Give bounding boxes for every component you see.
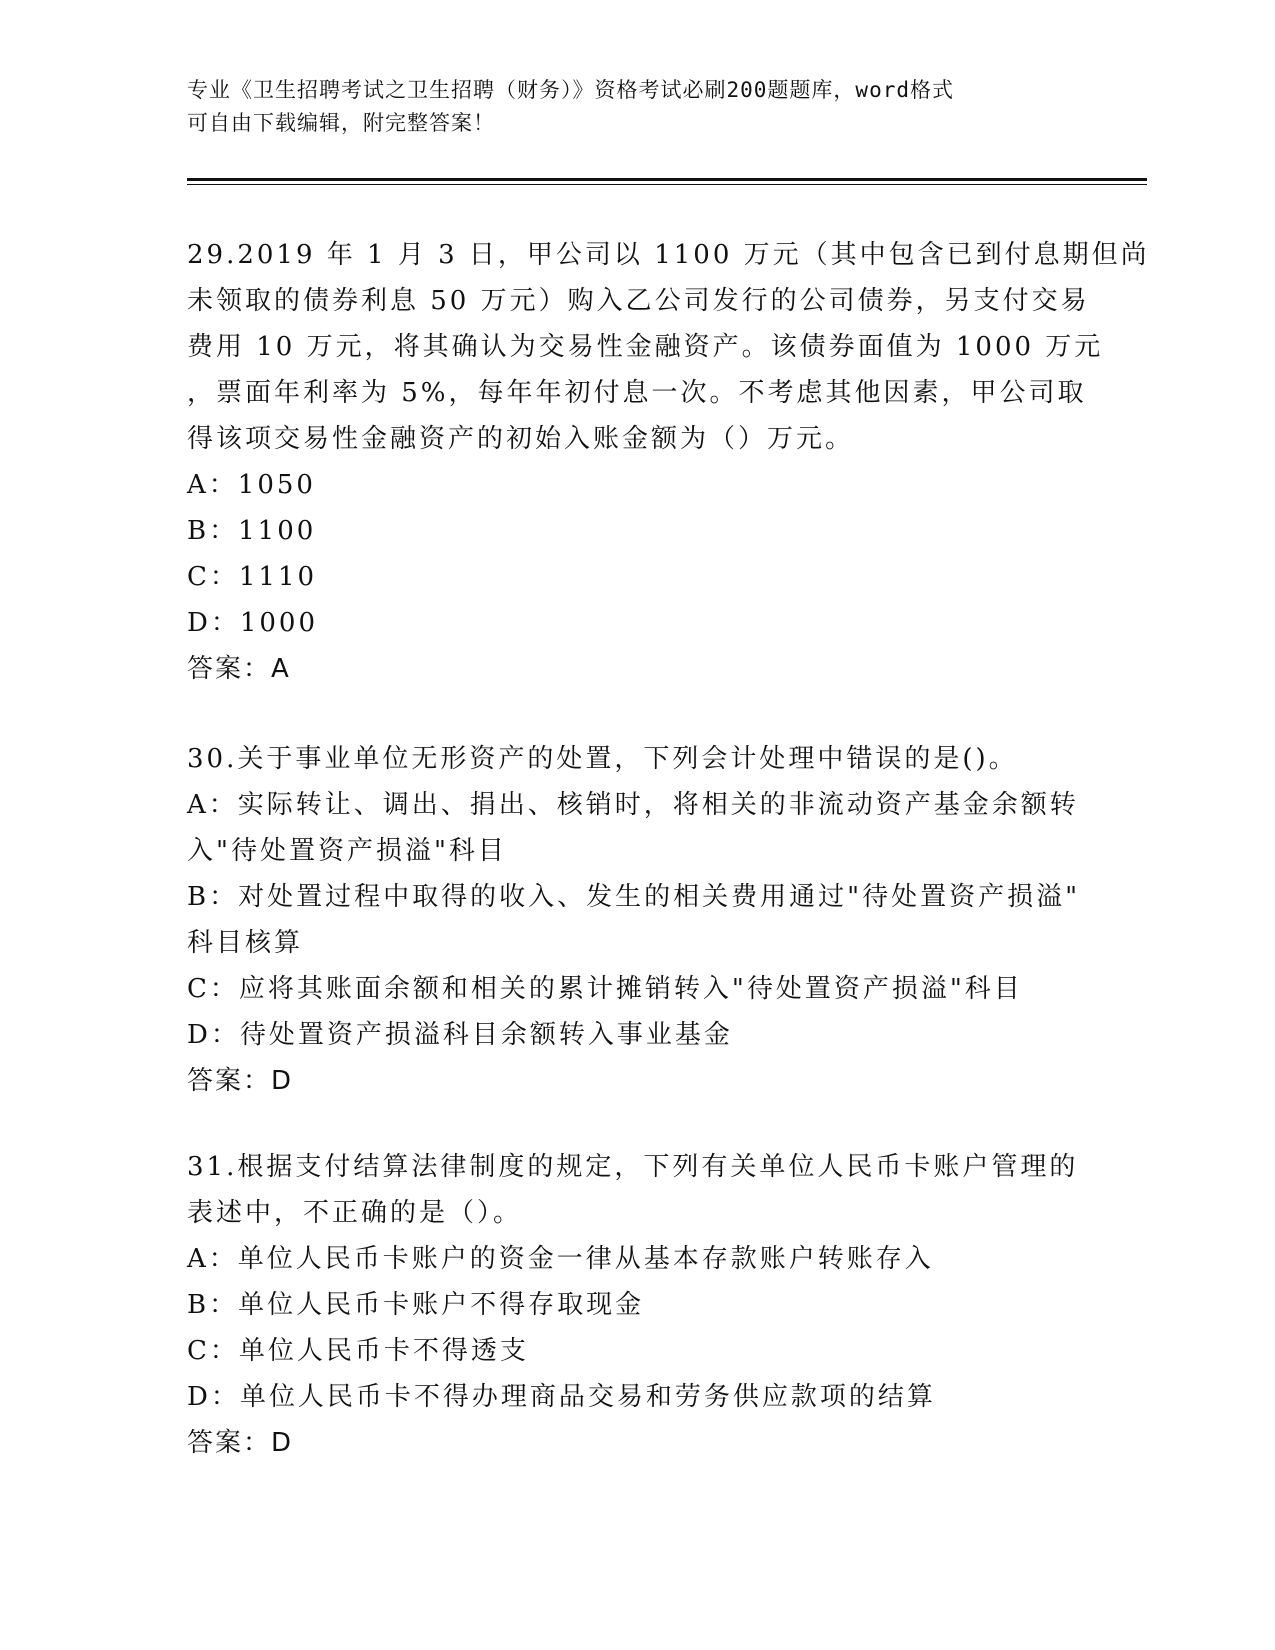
option-c: C：1110: [187, 562, 318, 592]
question-29: [187, 232, 1150, 692]
question-stem-line: ，票面年利率为 5%，每年年初付息一次。不考虑其他因素，甲公司取: [187, 378, 1087, 408]
option-b-line-1: B：对处置过程中取得的收入、发生的相关费用通过"待处置资产损溢": [187, 882, 1081, 912]
option-d: D：单位人民币卡不得办理商品交易和劳务供应款项的结算: [187, 1382, 936, 1412]
question-stem-line: 31.根据支付结算法律制度的规定，下列有关单位人民币卡账户管理的: [187, 1152, 1079, 1182]
question-stem-line: 表述中，不正确的是（）。: [187, 1198, 523, 1228]
option-d: D：待处置资产损溢科目余额转入事业基金: [187, 1020, 733, 1050]
question-stem-line: 费用 10 万元，将其确认为交易性金融资产。该债券面值为 1000 万元: [187, 332, 1104, 362]
option-a-line-1: A：实际转让、调出、捐出、核销时，将相关的非流动资产基金余额转: [187, 790, 1079, 820]
option-a: A：1050: [187, 470, 316, 500]
question-stem-line: 未领取的债券利息 50 万元）购入乙公司发行的公司债券，另支付交易: [187, 286, 1090, 316]
answer-label: 答案：A: [187, 654, 291, 684]
question-stem-line: 30.关于事业单位无形资产的处置，下列会计处理中错误的是()。: [187, 744, 1018, 774]
question-stem-line: 29.2019 年 1 月 3 日，甲公司以 1100 万元（其中包含已到付息期但尚: [187, 240, 1150, 270]
option-b-line-2: 科目核算: [187, 928, 304, 958]
option-b: B：1100: [187, 516, 317, 546]
option-a: A：单位人民币卡账户的资金一律从基本存款账户转账存入: [187, 1244, 934, 1274]
answer-label: 答案：D: [187, 1428, 294, 1458]
option-d: D：1000: [187, 608, 319, 638]
option-c: C：应将其账面余额和相关的累计摊销转入"待处置资产损溢"科目: [187, 974, 1023, 1004]
option-a-line-2: 入"待处置资产损溢"科目: [187, 836, 507, 866]
question-31: [187, 1144, 1079, 1466]
question-stem-line: 得该项交易性金融资产的初始入账金额为（）万元。: [187, 424, 855, 454]
option-b: B：单位人民币卡账户不得存取现金: [187, 1290, 645, 1320]
question-30: [187, 736, 1081, 1104]
header-rule-thin: [187, 184, 1147, 185]
header-line-1: 专业《卫生招聘考试之卫生招聘（财务）》资格考试必刷200题题库，word格式: [187, 78, 954, 102]
option-c: C：单位人民币卡不得透支: [187, 1336, 529, 1366]
header-rule-thick: [187, 178, 1147, 181]
answer-label: 答案：D: [187, 1066, 294, 1096]
header-line-2: 可自由下载编辑，附完整答案！: [187, 111, 495, 135]
document-header: [187, 74, 1067, 140]
